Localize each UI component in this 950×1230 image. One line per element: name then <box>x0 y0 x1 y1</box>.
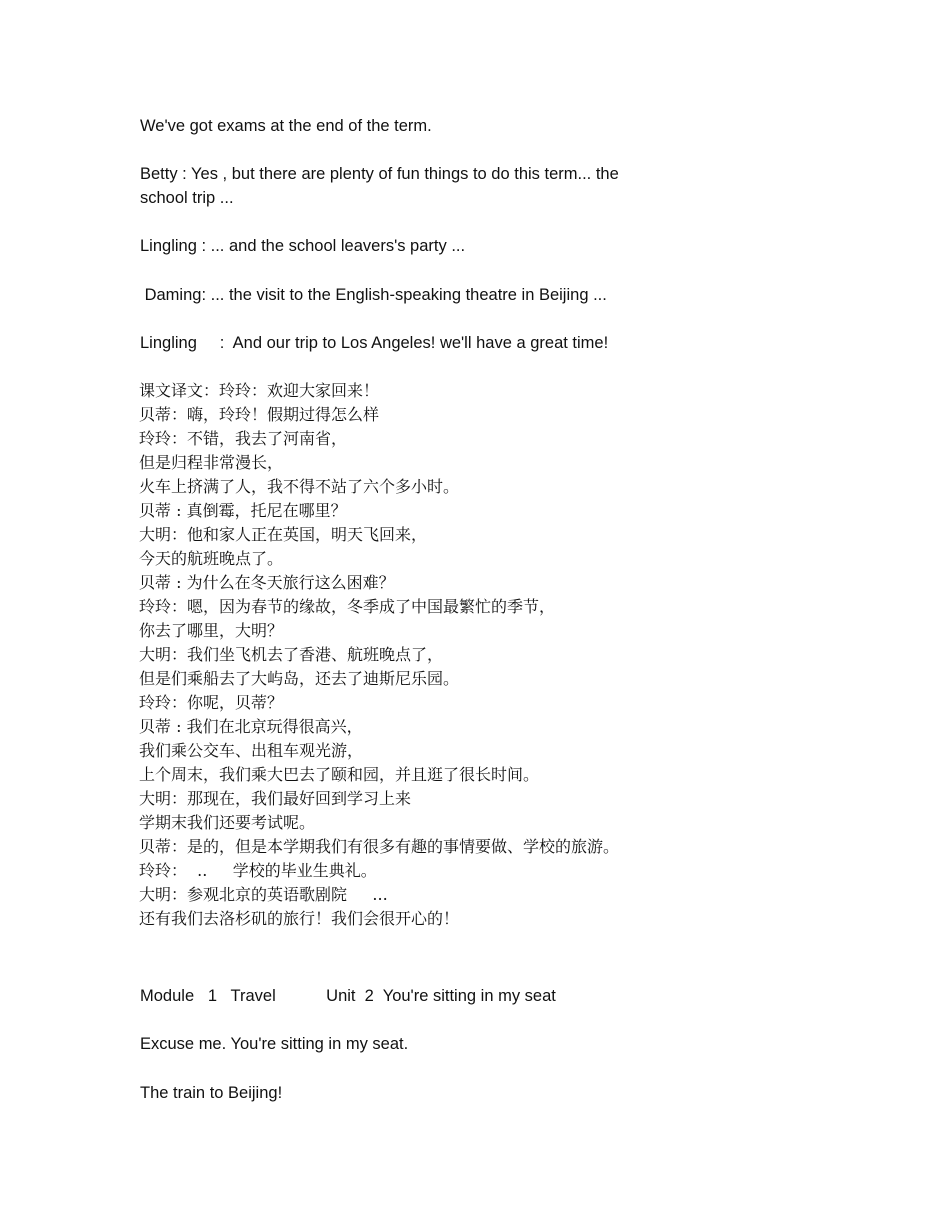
translation-line: 大明：参观北京的英语歌剧院 ... <box>139 885 388 904</box>
translation-line: 但是们乘船去了大屿岛，还去了迪斯尼乐园。 <box>139 669 460 688</box>
translation-line: 上个周末，我们乘大巴去了颐和园，并且逛了很长时间。 <box>139 765 540 784</box>
translation-line: 但是归程非常漫长， <box>139 453 284 472</box>
translation-line: 贝蒂：是的，但是本学期我们有很多有趣的事情要做、学校的旅游。 <box>139 837 620 856</box>
translation-line: 今天的航班晚点了。 <box>139 549 284 568</box>
translation-line: 课文译文：玲玲：欢迎大家回来！ <box>139 381 380 400</box>
dialogue-line: Betty : Yes , but there are plenty of fun things to do this term... the <box>140 165 619 183</box>
translation-line: 火车上挤满了人，我不得不站了六个多小时。 <box>139 477 460 496</box>
translation-line: 玲玲：不错，我去了河南省， <box>139 429 348 448</box>
translation-line: 大明：我们坐飞机去了香港、航班晚点了， <box>139 645 444 664</box>
unit-heading: Module 1 Travel Unit 2 You're sitting in my seat <box>140 987 556 1005</box>
translation-line: 你去了哪里，大明？ <box>139 621 284 640</box>
translation-line: 大明：那现在，我们最好回到学习上来 <box>139 789 412 808</box>
dialogue-line: We've got exams at the end of the term. <box>140 117 432 135</box>
translation-line: 大明：他和家人正在英国，明天飞回来， <box>139 525 428 544</box>
unit-line: The train to Beijing! <box>140 1084 283 1102</box>
unit-line: Excuse me. You're sitting in my seat. <box>140 1035 409 1053</box>
translation-line: 贝蒂 : 为什么在冬天旅行这么困难？ <box>139 573 395 592</box>
dialogue-line: Daming: ... the visit to the English-speaking theatre in Beijing ... <box>140 286 607 304</box>
translation-line: 玲玲：嗯，因为春节的缘故，冬季成了中国最繁忙的季节， <box>139 597 556 616</box>
translation-line: 学期末我们还要考试呢。 <box>139 813 316 832</box>
translation-line: 我们乘公交车、出租车观光游， <box>139 741 364 760</box>
translation-line: 贝蒂：嗨，玲玲！假期过得怎么样 <box>139 405 380 424</box>
translation-line: 玲玲：你呢，贝蒂？ <box>139 693 284 712</box>
translation-line: 玲玲： .. 学校的毕业生典礼。 <box>139 861 377 880</box>
dialogue-line: Lingling : And our trip to Los Angeles! we'll have a great time! <box>140 334 609 352</box>
translation-line: 还有我们去洛杉矶的旅行！我们会很开心的！ <box>139 909 460 928</box>
translation-line: 贝蒂 : 真倒霉，托尼在哪里？ <box>139 501 347 520</box>
dialogue-line: school trip ... <box>140 189 234 207</box>
translation-line: 贝蒂 : 我们在北京玩得很高兴， <box>139 717 363 736</box>
dialogue-line: Lingling : ... and the school leavers's party ... <box>140 237 466 255</box>
